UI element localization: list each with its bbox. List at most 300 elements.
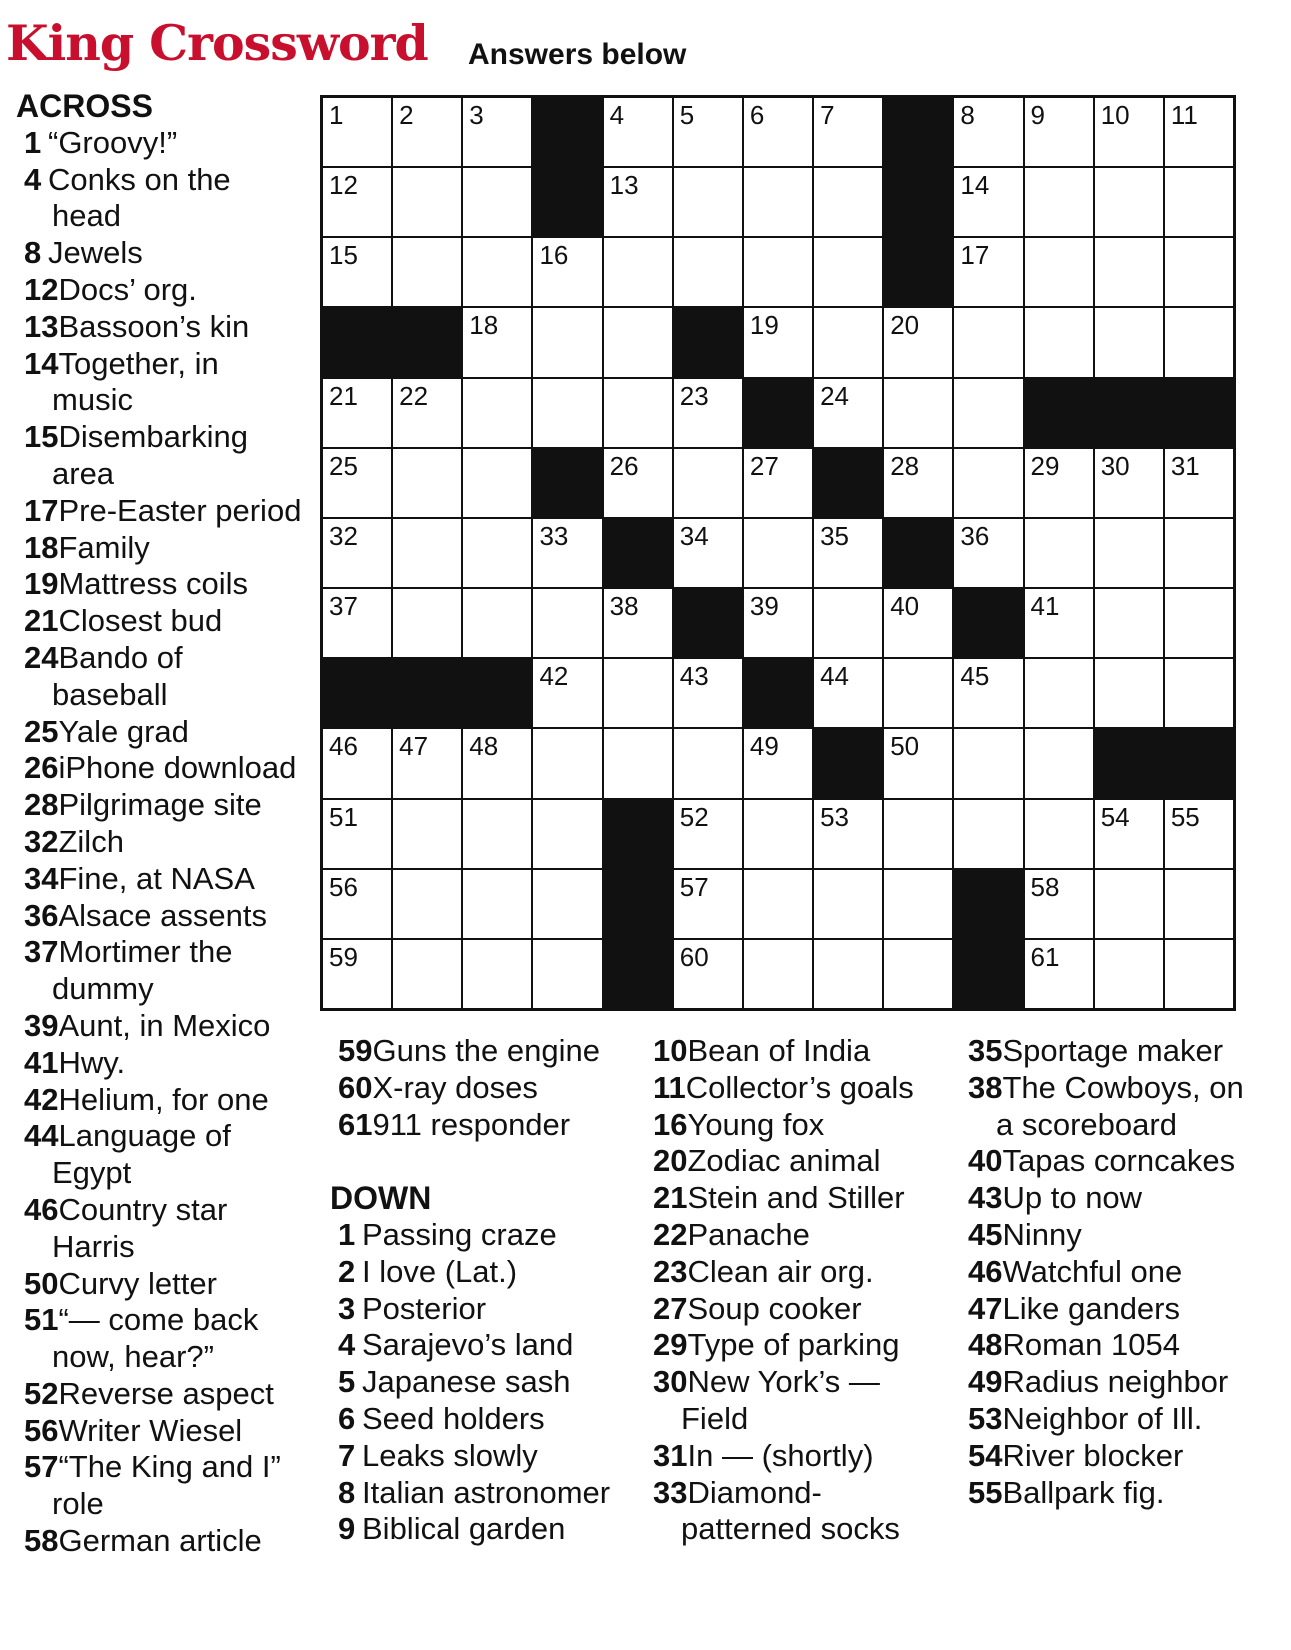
grid-cell[interactable]	[954, 168, 1022, 236]
grid-cell[interactable]	[463, 98, 531, 166]
clue-item	[16, 346, 306, 420]
grid-cell[interactable]	[744, 449, 812, 517]
grid-cell[interactable]	[814, 870, 882, 938]
grid-cell[interactable]	[1095, 98, 1163, 166]
clue-number: 36	[24, 897, 59, 933]
grid-cell[interactable]	[1095, 800, 1163, 868]
clue-text: Bassoon’s kin	[58, 308, 250, 344]
grid-cell[interactable]	[954, 308, 1022, 376]
grid-cell[interactable]	[463, 449, 531, 517]
grid-cell[interactable]	[1025, 449, 1093, 517]
clue-number: 20	[653, 1143, 688, 1179]
grid-cell[interactable]	[884, 659, 952, 727]
black-square	[1165, 729, 1233, 797]
clue-number: 40	[968, 1143, 1003, 1179]
black-square	[604, 800, 672, 868]
grid-cell[interactable]	[323, 940, 391, 1008]
cell-number: 21	[329, 380, 358, 411]
black-square	[463, 659, 531, 727]
grid-cell[interactable]	[533, 800, 601, 868]
grid-cell[interactable]	[393, 870, 461, 938]
black-square	[954, 589, 1022, 657]
clue-number: 31	[653, 1437, 688, 1473]
grid-cell[interactable]	[1095, 519, 1163, 587]
grid-cell[interactable]	[604, 238, 672, 306]
grid-cell[interactable]	[1165, 800, 1233, 868]
black-square	[744, 379, 812, 447]
grid-cell[interactable]	[604, 589, 672, 657]
clue-number: 45	[968, 1216, 1003, 1252]
grid-cell[interactable]	[884, 800, 952, 868]
clue-text: Seed holders	[362, 1400, 545, 1436]
grid-cell[interactable]	[604, 379, 672, 447]
cell-number: 28	[890, 450, 920, 481]
grid-cell[interactable]	[744, 940, 812, 1008]
cell-number: 53	[820, 801, 849, 832]
grid-cell[interactable]	[744, 870, 812, 938]
down-heading: DOWN	[330, 1180, 432, 1217]
grid-cell[interactable]	[1165, 238, 1233, 306]
grid-cell[interactable]	[1095, 449, 1163, 517]
black-square	[1095, 729, 1163, 797]
clue-text: I love (Lat.)	[362, 1253, 518, 1289]
clue-item	[16, 1192, 306, 1266]
grid-cell[interactable]	[1095, 238, 1163, 306]
grid-cell[interactable]	[533, 379, 601, 447]
clue-number: 5	[338, 1364, 356, 1400]
grid-cell[interactable]	[1095, 870, 1163, 938]
clue-item	[330, 1401, 630, 1438]
grid-cell[interactable]	[744, 168, 812, 236]
grid-cell[interactable]	[393, 940, 461, 1008]
grid-cell[interactable]	[1165, 519, 1233, 587]
grid-cell[interactable]	[463, 168, 531, 236]
grid-cell[interactable]	[393, 98, 461, 166]
cell-number: 17	[960, 240, 990, 271]
grid-cell[interactable]	[323, 379, 391, 447]
clue-text: iPhone download	[58, 750, 297, 786]
grid-cell[interactable]	[463, 729, 531, 797]
clue-item	[16, 1523, 306, 1560]
grid-cell[interactable]	[954, 238, 1022, 306]
clue-item	[645, 1180, 945, 1217]
grid-cell[interactable]	[884, 449, 952, 517]
grid-cell[interactable]	[533, 308, 601, 376]
grid-cell[interactable]	[1165, 168, 1233, 236]
clue-number: 56	[24, 1412, 59, 1448]
grid-cell[interactable]	[393, 449, 461, 517]
cell-number: 46	[329, 731, 358, 762]
clue-text: Jewels	[48, 235, 143, 271]
clue-text: Docs’ org.	[58, 271, 197, 307]
grid-cell[interactable]	[884, 940, 952, 1008]
black-square	[814, 449, 882, 517]
clue-number: 41	[24, 1044, 59, 1080]
black-square	[954, 870, 1022, 938]
grid-cell[interactable]	[884, 589, 952, 657]
grid-cell[interactable]	[744, 238, 812, 306]
grid-cell[interactable]	[1165, 589, 1233, 657]
grid-cell[interactable]	[604, 659, 672, 727]
grid-cell[interactable]	[533, 589, 601, 657]
clue-number: 12	[24, 271, 59, 307]
clue-number: 25	[24, 713, 59, 749]
clue-number: 1	[338, 1216, 356, 1252]
clue-item	[16, 640, 306, 714]
clue-item	[16, 1266, 306, 1303]
grid-cell[interactable]	[814, 379, 882, 447]
clue-item	[16, 714, 306, 751]
clue-text: Writer Wiesel	[58, 1412, 243, 1448]
grid-cell[interactable]	[323, 800, 391, 868]
clue-item	[16, 934, 306, 1008]
grid-cell[interactable]	[604, 98, 672, 166]
cell-number: 52	[679, 801, 709, 832]
cell-number: 10	[1100, 100, 1130, 130]
grid-cell[interactable]	[954, 379, 1022, 447]
cell-number: 41	[1030, 591, 1060, 622]
cell-number: 6	[749, 100, 765, 130]
grid-cell[interactable]	[1095, 308, 1163, 376]
clue-item	[960, 1401, 1250, 1438]
grid-cell[interactable]	[463, 238, 531, 306]
grid-cell[interactable]	[1025, 238, 1093, 306]
cell-number: 12	[329, 170, 358, 201]
black-square	[323, 659, 391, 727]
clue-text: Hwy.	[58, 1044, 126, 1080]
grid-cell[interactable]	[1165, 449, 1233, 517]
grid-cell[interactable]	[604, 729, 672, 797]
grid-cell[interactable]	[1025, 168, 1093, 236]
grid-cell[interactable]	[323, 589, 391, 657]
grid-cell[interactable]	[323, 98, 391, 166]
clue-number: 34	[24, 860, 59, 896]
clue-item	[16, 787, 306, 824]
clue-item	[330, 1438, 630, 1475]
clue-text: “Groovy!”	[48, 124, 178, 160]
black-square	[533, 449, 601, 517]
cell-number: 56	[329, 871, 358, 902]
grid-cell[interactable]	[1025, 940, 1093, 1008]
black-square	[1025, 379, 1093, 447]
grid-cell[interactable]	[463, 800, 531, 868]
clue-column	[330, 1033, 630, 1548]
clue-text: Helium, for one	[58, 1081, 269, 1117]
grid-cell[interactable]	[814, 940, 882, 1008]
clue-text: Tapas corncakes	[1002, 1143, 1236, 1179]
grid-cell[interactable]	[393, 168, 461, 236]
clue-item	[16, 309, 306, 346]
clue-text: Sportage maker	[1002, 1033, 1224, 1068]
clue-number: 33	[653, 1474, 688, 1510]
grid-cell[interactable]	[1165, 940, 1233, 1008]
clue-item	[960, 1327, 1250, 1364]
grid-cell[interactable]	[1095, 940, 1163, 1008]
clue-text: Language of Egypt	[52, 1118, 231, 1191]
grid-cell[interactable]	[323, 870, 391, 938]
clue-text: Clean air org.	[687, 1253, 874, 1289]
grid-cell[interactable]	[1025, 98, 1093, 166]
clue-text: Curvy letter	[58, 1265, 217, 1301]
cell-number: 2	[399, 100, 414, 130]
cell-number: 43	[679, 661, 709, 692]
clue-item	[645, 1327, 945, 1364]
grid-cell[interactable]	[674, 659, 742, 727]
grid-cell[interactable]	[814, 308, 882, 376]
cell-number: 36	[960, 520, 990, 551]
grid-cell[interactable]	[884, 870, 952, 938]
grid-cell[interactable]	[674, 168, 742, 236]
clue-item	[960, 1070, 1250, 1144]
clue-item	[330, 1475, 630, 1512]
grid-cell[interactable]	[814, 98, 882, 166]
clue-item	[330, 1364, 630, 1401]
clue-number: 14	[24, 345, 59, 381]
cell-number: 9	[1030, 100, 1045, 130]
clue-number: 17	[24, 492, 59, 528]
grid-cell[interactable]	[463, 870, 531, 938]
grid-cell[interactable]	[393, 238, 461, 306]
black-square	[674, 308, 742, 376]
clue-number: 44	[24, 1118, 59, 1154]
clue-item	[16, 861, 306, 898]
grid-cell[interactable]	[463, 940, 531, 1008]
clue-item	[16, 1008, 306, 1045]
black-square	[954, 940, 1022, 1008]
grid-cell[interactable]	[1025, 589, 1093, 657]
cell-number: 54	[1100, 801, 1130, 832]
grid-cell[interactable]	[604, 168, 672, 236]
grid-cell[interactable]	[1095, 589, 1163, 657]
cell-number: 18	[469, 310, 499, 341]
clue-item	[960, 1217, 1250, 1254]
grid-cell[interactable]	[1095, 659, 1163, 727]
grid-cell[interactable]	[674, 449, 742, 517]
clue-text: German article	[58, 1523, 262, 1559]
grid-cell[interactable]	[323, 449, 391, 517]
clue-text: Reverse aspect	[58, 1375, 274, 1411]
grid-cell[interactable]	[1025, 308, 1093, 376]
clue-number: 13	[24, 308, 59, 344]
grid-cell[interactable]	[1165, 98, 1233, 166]
grid-cell[interactable]	[1165, 659, 1233, 727]
clue-text: Biblical garden	[362, 1511, 566, 1547]
grid-cell[interactable]	[884, 379, 952, 447]
cell-number: 44	[820, 661, 849, 692]
grid-cell[interactable]	[674, 870, 742, 938]
clue-number: 30	[653, 1364, 688, 1400]
black-square	[744, 659, 812, 727]
answers-note: Answers below	[468, 38, 687, 71]
clue-text: Fine, at NASA	[58, 860, 255, 896]
grid-cell[interactable]	[954, 800, 1022, 868]
grid-cell[interactable]	[1025, 729, 1093, 797]
grid-cell[interactable]	[393, 379, 461, 447]
clue-item	[645, 1217, 945, 1254]
clue-text: Zodiac animal	[687, 1143, 881, 1179]
clue-number: 61	[338, 1106, 373, 1142]
clue-number: 21	[24, 603, 59, 639]
clue-item	[16, 1449, 306, 1523]
clue-item	[16, 419, 306, 493]
clue-column	[16, 88, 306, 1560]
grid-cell[interactable]	[1025, 659, 1093, 727]
grid-cell[interactable]	[674, 800, 742, 868]
grid-cell[interactable]	[674, 519, 742, 587]
grid-cell[interactable]	[1165, 870, 1233, 938]
grid-cell[interactable]	[954, 98, 1022, 166]
grid-cell[interactable]	[533, 870, 601, 938]
grid-cell[interactable]	[814, 659, 882, 727]
grid-cell[interactable]	[744, 519, 812, 587]
clue-number: 8	[338, 1474, 356, 1510]
grid-cell[interactable]	[744, 98, 812, 166]
clue-text: Conks on the head	[48, 161, 231, 234]
grid-cell[interactable]	[533, 940, 601, 1008]
grid-cell[interactable]	[604, 308, 672, 376]
cell-number: 38	[609, 591, 639, 622]
grid-cell[interactable]	[323, 238, 391, 306]
clue-number: 9	[338, 1511, 356, 1547]
clue-item	[330, 1107, 630, 1144]
page-title: King Crossword	[6, 14, 428, 72]
cell-number: 32	[329, 520, 358, 551]
clue-item	[16, 1302, 306, 1376]
clue-number: 16	[653, 1106, 688, 1142]
cell-number: 33	[539, 520, 569, 551]
cell-number: 47	[399, 731, 429, 762]
clue-number: 46	[968, 1253, 1003, 1289]
clue-text: Family	[58, 529, 150, 565]
cell-number: 5	[679, 100, 695, 130]
grid-cell[interactable]	[744, 308, 812, 376]
clue-text: Alsace assents	[58, 897, 267, 933]
grid-cell[interactable]	[744, 800, 812, 868]
grid-cell[interactable]	[674, 98, 742, 166]
clue-number: 38	[968, 1069, 1003, 1105]
grid-cell[interactable]	[674, 729, 742, 797]
clue-item	[960, 1254, 1250, 1291]
grid-cell[interactable]	[744, 589, 812, 657]
clue-number: 35	[968, 1033, 1003, 1068]
grid-cell[interactable]	[1165, 308, 1233, 376]
grid-cell[interactable]	[674, 238, 742, 306]
clue-item	[645, 1070, 945, 1107]
grid-cell[interactable]	[393, 729, 461, 797]
clue-number: 57	[24, 1449, 59, 1485]
cell-number: 35	[820, 520, 849, 551]
clue-text: Zilch	[58, 823, 124, 859]
clue-text: Bando of baseball	[52, 639, 183, 712]
clue-item	[16, 1376, 306, 1413]
grid-cell[interactable]	[323, 519, 391, 587]
grid-cell[interactable]	[533, 659, 601, 727]
clue-number: 52	[24, 1375, 59, 1411]
grid-cell[interactable]	[1025, 870, 1093, 938]
clue-text: Pre-Easter period	[58, 492, 302, 528]
clue-item	[645, 1364, 945, 1438]
cell-number: 37	[329, 591, 358, 622]
grid-cell[interactable]	[954, 449, 1022, 517]
grid-cell[interactable]	[884, 729, 952, 797]
clue-number: 32	[24, 823, 59, 859]
clue-text: New York’s — Field	[681, 1364, 880, 1436]
grid-cell[interactable]	[814, 519, 882, 587]
grid-cell[interactable]	[533, 519, 601, 587]
clue-item	[330, 1327, 630, 1364]
grid-cell[interactable]	[1025, 519, 1093, 587]
clue-number: 6	[338, 1400, 356, 1436]
grid-cell[interactable]	[463, 308, 531, 376]
cell-number: 23	[679, 380, 709, 411]
cell-number: 13	[609, 170, 639, 201]
black-square	[674, 589, 742, 657]
grid-cell[interactable]	[393, 589, 461, 657]
clue-text: Guns the engine	[372, 1033, 600, 1068]
cell-number: 60	[679, 941, 709, 972]
clue-number: 43	[968, 1180, 1003, 1216]
clue-item	[645, 1033, 945, 1070]
grid-cell[interactable]	[814, 238, 882, 306]
spacer	[330, 1143, 630, 1180]
clue-item	[330, 1070, 630, 1107]
cell-number: 22	[399, 380, 429, 411]
black-square	[1095, 379, 1163, 447]
cell-number: 34	[679, 520, 709, 551]
grid-cell[interactable]	[954, 659, 1022, 727]
cell-number: 20	[890, 310, 920, 341]
clue-number: 42	[24, 1081, 59, 1117]
grid-cell[interactable]	[604, 449, 672, 517]
grid-cell[interactable]	[674, 379, 742, 447]
grid-cell[interactable]	[744, 729, 812, 797]
clue-number: 8	[24, 235, 42, 271]
grid-cell[interactable]	[323, 729, 391, 797]
clue-number: 27	[653, 1290, 688, 1326]
grid-cell[interactable]	[393, 800, 461, 868]
clue-text: Together, in music	[52, 345, 219, 418]
clue-item	[16, 1045, 306, 1082]
clue-item	[16, 1413, 306, 1450]
grid-cell[interactable]	[533, 729, 601, 797]
clue-number: 46	[24, 1191, 59, 1227]
clue-item	[330, 1217, 630, 1254]
cell-number: 7	[820, 100, 835, 130]
clue-text: Pilgrimage site	[58, 787, 262, 823]
grid-cell[interactable]	[463, 589, 531, 657]
grid-cell[interactable]	[814, 168, 882, 236]
clue-text: Leaks slowly	[362, 1437, 538, 1473]
grid-cell[interactable]	[954, 729, 1022, 797]
black-square	[393, 659, 461, 727]
grid-cell[interactable]	[674, 940, 742, 1008]
grid-cell[interactable]	[393, 519, 461, 587]
grid-cell[interactable]	[1025, 800, 1093, 868]
clue-item	[16, 235, 306, 272]
clue-text: Soup cooker	[687, 1290, 862, 1326]
grid-cell[interactable]	[814, 589, 882, 657]
grid-cell[interactable]	[814, 800, 882, 868]
clue-text: Radius neighbor	[1002, 1364, 1229, 1400]
grid-cell[interactable]	[533, 238, 601, 306]
grid-cell[interactable]	[1095, 168, 1163, 236]
clue-text: Aunt, in Mexico	[58, 1007, 271, 1043]
grid-cell[interactable]	[463, 519, 531, 587]
grid-cell[interactable]	[954, 519, 1022, 587]
grid-cell[interactable]	[884, 308, 952, 376]
grid-cell[interactable]	[463, 379, 531, 447]
grid-cell[interactable]	[323, 168, 391, 236]
